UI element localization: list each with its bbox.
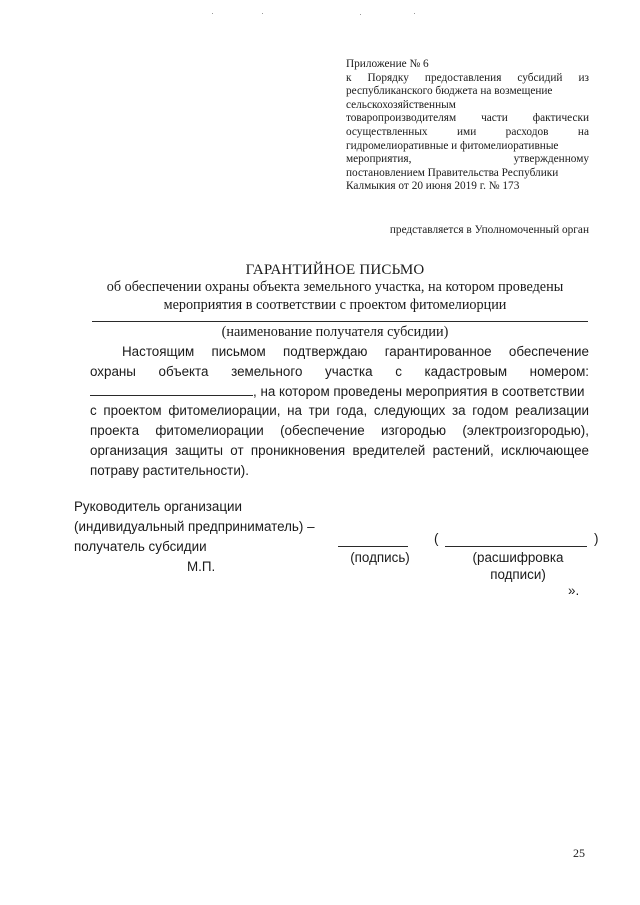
body-line: организация защиты от проникновения вредителей растений, исключающее — [90, 442, 589, 458]
scan-speck — [212, 13, 213, 14]
decoding-caption-line: (расшифровка — [472, 550, 564, 565]
decoding-caption — [458, 549, 578, 583]
page-number: 25 — [573, 846, 585, 860]
signature-caption: (подпись) — [350, 550, 410, 565]
role-line: (индивидуальный предприниматель) – — [74, 519, 315, 534]
body-line: охраны объекта земельного участка с кадастровым номером: — [90, 363, 589, 379]
scan-speck — [360, 14, 361, 15]
appendix-line: сельскохозяйственным — [346, 98, 456, 111]
appendix-line: Калмыкия от 20 июня 2019 г. № 173 — [346, 180, 520, 193]
subtitle-line: мероприятия в соответствии с проектом фитомелиорции — [163, 296, 507, 313]
closing-quote: ». — [568, 583, 580, 598]
appendix-line: к Порядку предоставления субсидий из — [346, 71, 589, 84]
recipient-name-line — [92, 321, 588, 322]
appendix-line: товаропроизводителям части фактически — [346, 112, 589, 125]
appendix-line: Приложение № 6 — [346, 58, 429, 70]
appendix-line: гидромелиоративные и фитомелиоративные — [346, 139, 559, 152]
body-line: потраву растительности). — [90, 462, 249, 478]
body-line: проекта фитомелиорации (обеспечение изгородью (электроизгородью), — [90, 423, 589, 439]
subtitle-line: об обеспечении охраны объекта земельного участка, на котором проведены — [106, 279, 564, 295]
document-subtitle — [80, 279, 590, 314]
appendix-header — [346, 58, 589, 194]
body-line — [90, 382, 589, 402]
letter-body — [90, 342, 589, 481]
submitted-to-note: представляется в Уполномоченный орган — [389, 224, 589, 236]
open-paren: ( — [434, 531, 439, 546]
scan-speck — [414, 13, 415, 14]
decoding-line — [445, 546, 587, 547]
role-line: Руководитель организации — [74, 499, 243, 514]
decoding-caption-line: подписи) — [490, 567, 546, 582]
signatory-role — [74, 497, 344, 557]
stamp-place: М.П. — [187, 559, 216, 574]
appendix-line: мероприятия, утвержденному — [346, 153, 589, 166]
appendix-line: республиканского бюджета на возмещение — [346, 85, 553, 98]
body-line: Настоящим письмом подтверждаю гарантированное обеспечение — [122, 344, 589, 359]
role-line: получатель субсидии — [74, 539, 207, 554]
appendix-line: постановлением Правительства Республики — [346, 166, 559, 179]
scan-speck — [262, 13, 263, 14]
signature-line — [338, 546, 408, 547]
appendix-line: осуществленных ими расходов на — [346, 125, 589, 138]
recipient-caption: (наименование получателя субсидии) — [221, 324, 449, 340]
body-line: с проектом фитомелиорации, на три года, следующих за годом реализации — [90, 403, 589, 419]
body-line-tail: , на котором проведены мероприятия в соответствии — [253, 383, 585, 399]
close-paren: ) — [594, 531, 599, 546]
cadastral-number-blank — [90, 383, 253, 396]
document-title: ГАРАНТИЙНОЕ ПИСЬМО — [245, 262, 425, 278]
